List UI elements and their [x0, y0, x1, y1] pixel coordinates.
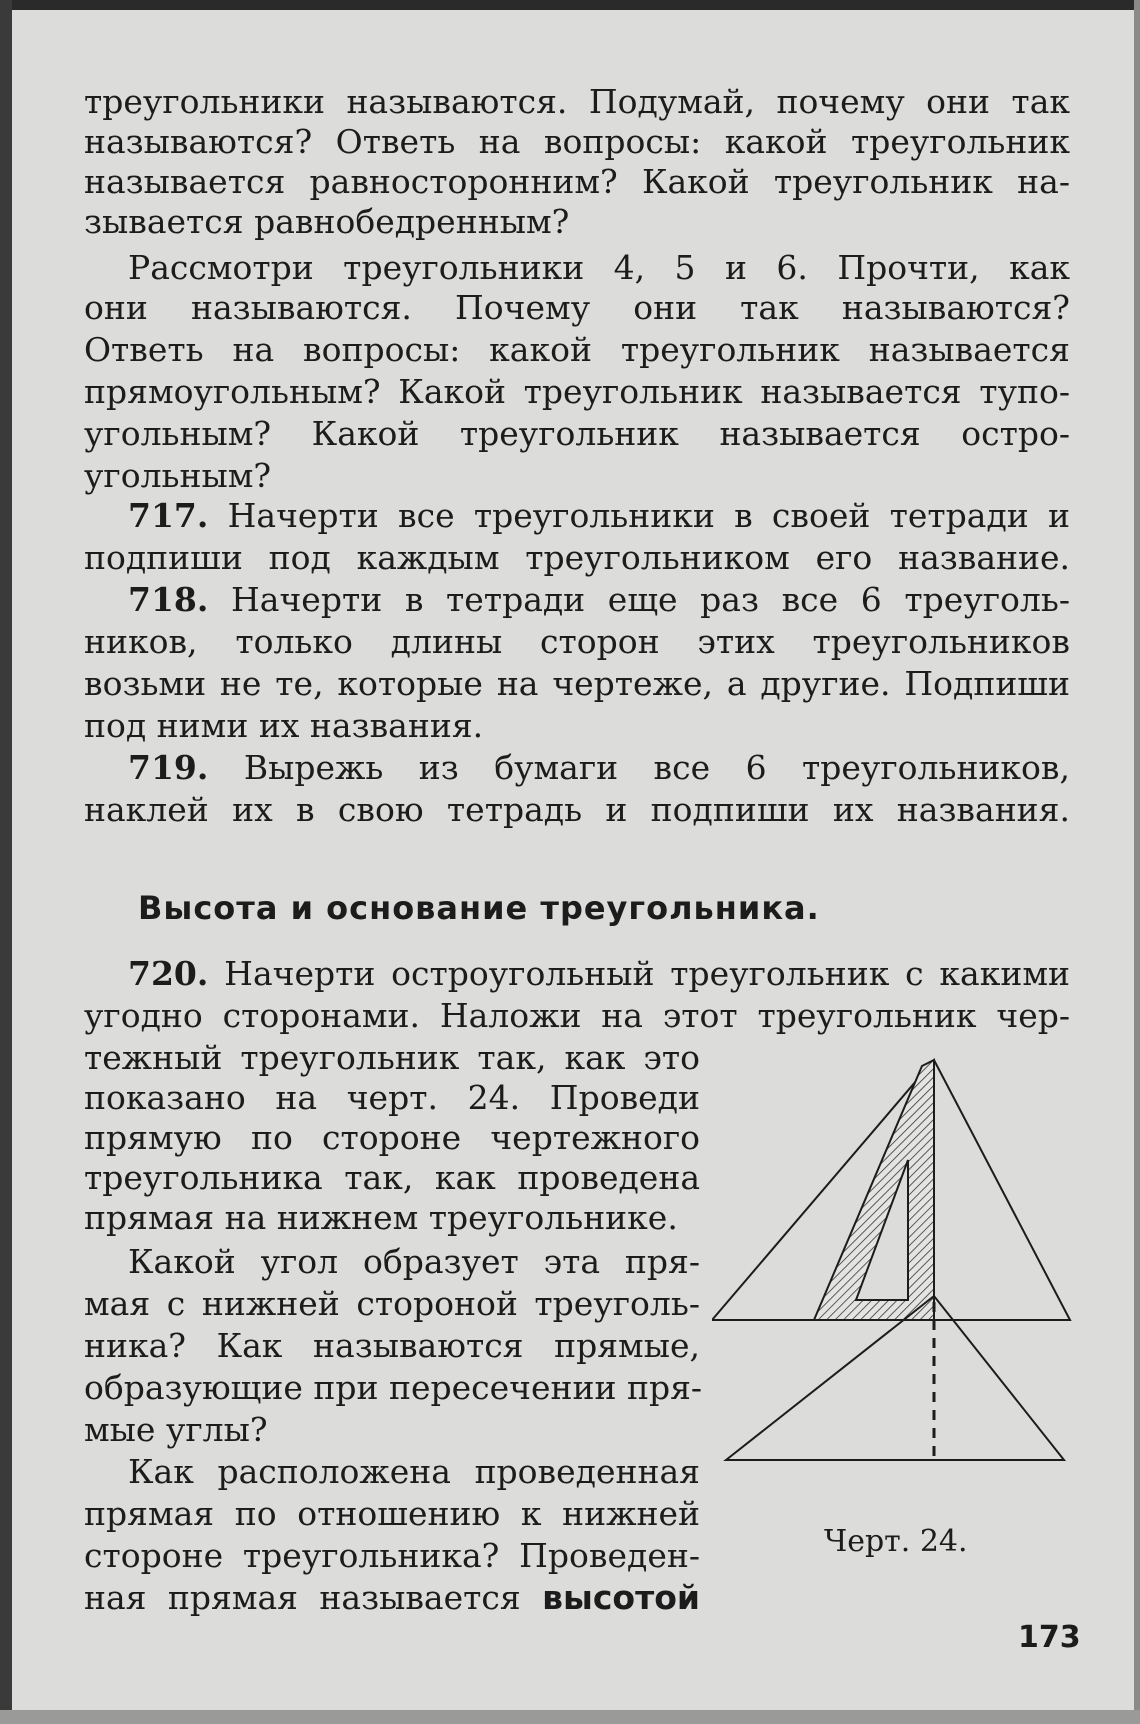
exercise-number: 717. — [128, 496, 209, 535]
exercise-720-line — [128, 954, 1070, 994]
scan-edge-top — [0, 0, 1140, 10]
text-line: ника? Как называются прямые, — [84, 1326, 700, 1365]
text-line: Какой угол образует эта пря- — [128, 1242, 700, 1281]
scan-edge-bottom — [0, 1710, 1140, 1724]
text-line: возьми не те, которые на чертеже, а другие. Подпиши — [84, 664, 1070, 703]
text-line: угодно сторонами. Наложи на этот треугольник чер- — [84, 996, 1070, 1035]
text-line: Как расположена проведенная — [128, 1452, 700, 1491]
text-line: треугольника так, как проведена — [84, 1158, 700, 1197]
bold-term: высотой — [542, 1578, 700, 1617]
figure-24-diagram — [712, 1052, 1082, 1468]
exercise-718-line — [128, 580, 1070, 620]
text-line: Рассмотри треугольники 4, 5 и 6. Прочти, как — [128, 248, 1070, 287]
text-line: они называются. Почему они так называются? — [84, 288, 1070, 327]
text-line: подпиши под каждым треугольником его название. — [84, 538, 1070, 577]
text-line: стороне треугольника? Проведен- — [84, 1536, 700, 1575]
text-line: прямоугольным? Какой треугольник называется тупо- — [84, 372, 1070, 411]
text-line: называется равносторонним? Какой треугольник на- — [84, 162, 1070, 201]
text-line: прямая по отношению к нижней — [84, 1494, 700, 1533]
text-line: треугольники называются. Подумай, почему они так — [84, 82, 1070, 121]
text-line: называются? Ответь на вопросы: какой треугольник — [84, 122, 1070, 161]
exercise-text: Начерти все треугольники в своей тетради и — [227, 496, 1071, 535]
text-line: под ними их названия. — [84, 706, 484, 745]
scan-edge-left — [0, 0, 12, 1724]
text-line: угольным? — [84, 456, 272, 495]
exercise-number: 718. — [128, 580, 209, 619]
exercise-719-line — [128, 748, 1070, 788]
exercise-717-line — [128, 496, 1070, 536]
text-line: показано на черт. 24. Проведи — [84, 1078, 700, 1117]
scan-edge-right — [1134, 0, 1140, 1724]
text-line: угольным? Какой треугольник называется остро- — [84, 414, 1070, 453]
text-line: прямую по стороне чертежного — [84, 1118, 700, 1157]
exercise-text: Вырежь из бумаги все 6 треугольников, — [243, 748, 1070, 787]
figure-caption: Черт. 24. — [824, 1524, 968, 1559]
page-number: 173 — [1018, 1620, 1081, 1655]
text-line: зывается равнобедренным? — [84, 202, 570, 241]
text-line: Ответь на вопросы: какой треугольник называется — [84, 330, 1070, 369]
section-heading: Высота и основание треугольника. — [138, 889, 820, 927]
exercise-text: Начерти остроугольный треугольник с какими — [224, 954, 1070, 993]
text-line: тежный треугольник так, как это — [84, 1038, 700, 1077]
text-line: ников, только длины сторон этих треугольников — [84, 622, 1070, 661]
text-line: прямая на нижнем треугольнике. — [84, 1198, 678, 1237]
text-line: мая с нижней стороной треуголь- — [84, 1284, 700, 1323]
exercise-text: Начерти в тетради еще раз все 6 треуголь- — [231, 580, 1070, 619]
text-line-with-term — [84, 1578, 700, 1618]
exercise-number: 719. — [128, 748, 209, 787]
exercise-number: 720. — [128, 954, 209, 993]
text-line: образующие при пересечении пря- — [84, 1368, 703, 1407]
text-fragment: ная прямая называется — [84, 1578, 521, 1617]
text-line: наклей их в свою тетрадь и подпиши их названия. — [84, 790, 1070, 829]
text-line: мые углы? — [84, 1410, 268, 1449]
